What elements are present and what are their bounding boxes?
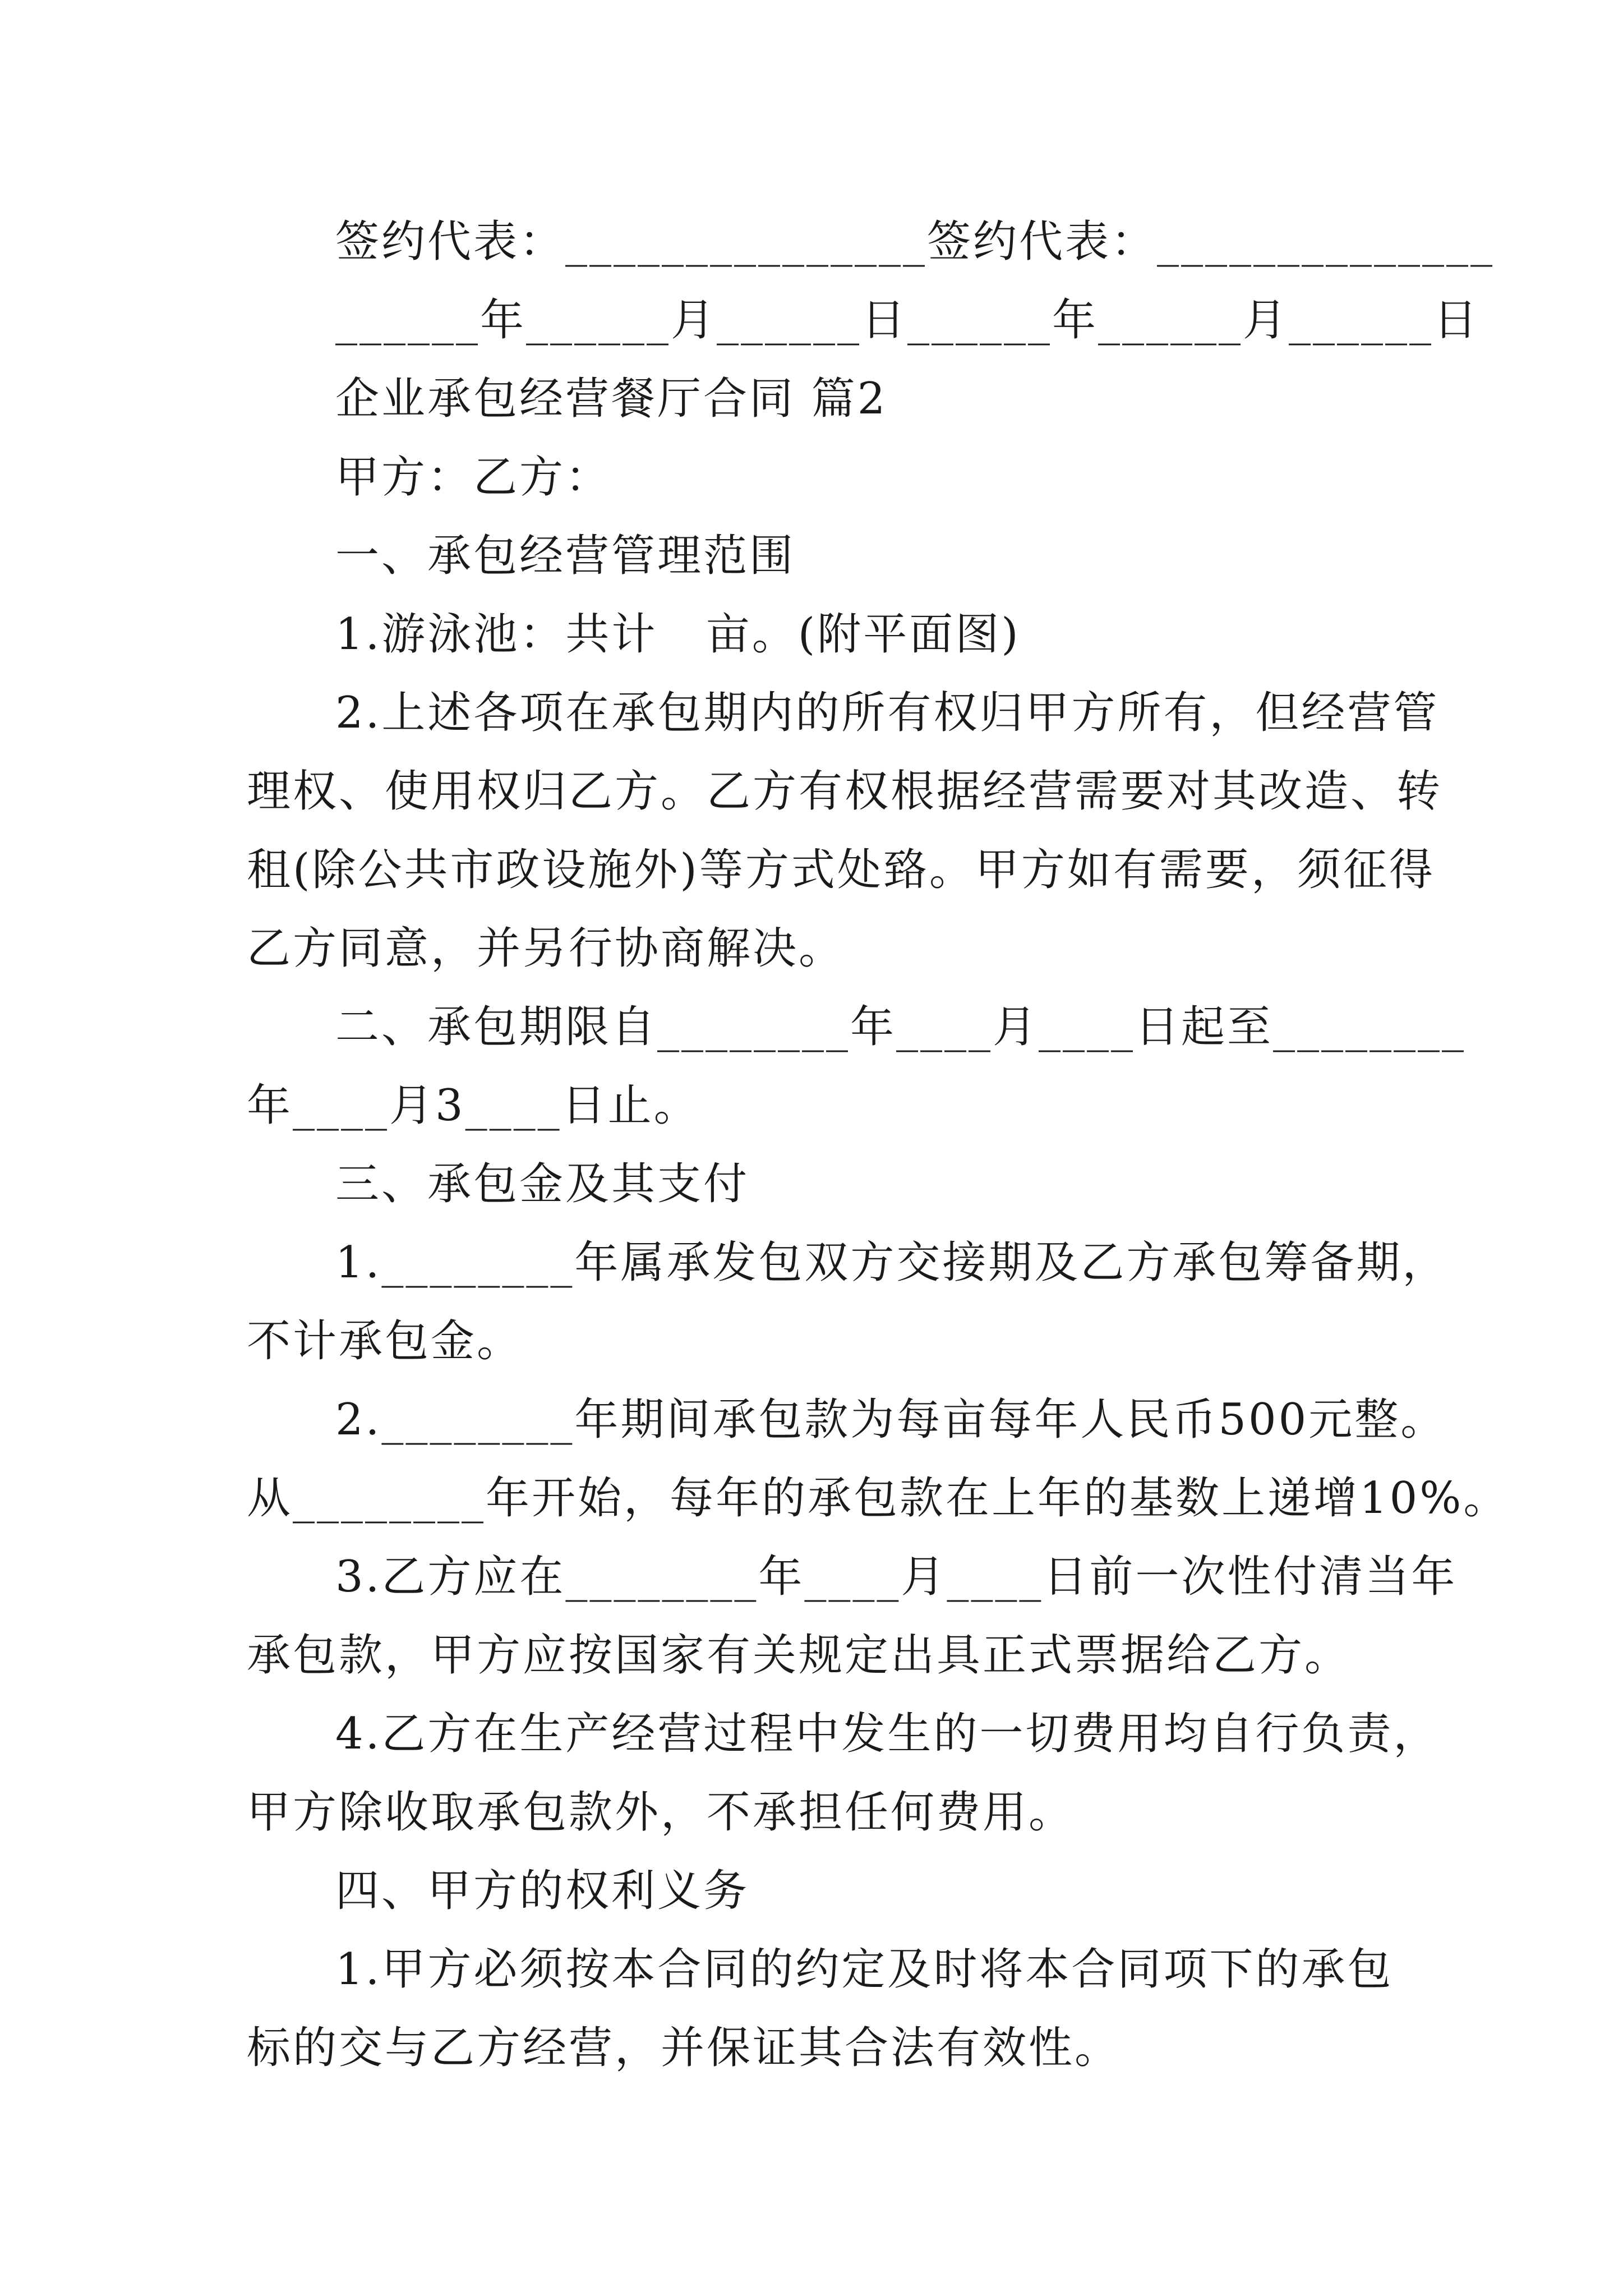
paragraph-line: 年____月3____日止。 bbox=[247, 1080, 700, 1131]
paragraph-line: 不计承包金。 bbox=[247, 1316, 523, 1366]
paragraph-line: 2.________年期间承包款为每亩每年人民币500元整。 bbox=[335, 1395, 1447, 1445]
paragraph-line: 标的交与乙方经营，并保证其合法有效性。 bbox=[247, 2023, 1121, 2073]
paragraph-line: 3.乙方应在________年____月____日前一次性付清当年 bbox=[335, 1552, 1458, 1602]
section-heading-3: 三、承包金及其支付 bbox=[335, 1159, 750, 1209]
paragraph-line: 4.乙方在生产经营过程中发生的一切费用均自行负责， bbox=[335, 1709, 1440, 1759]
parties-line: 甲方：乙方： bbox=[335, 452, 612, 503]
contract-title: 企业承包经营餐厅合同 篇2 bbox=[335, 374, 888, 424]
paragraph-line: 2.上述各项在承包期内的所有权归甲方所有，但经营管 bbox=[335, 688, 1440, 738]
paragraph-line: 租(除公共市政设施外)等方式处臵。甲方如有需要，须征得 bbox=[247, 845, 1435, 895]
paragraph-line: 1.________年属承发包双方交接期及乙方承包筹备期， bbox=[335, 1237, 1449, 1288]
date-line: ______年______月______日______年______月______日 bbox=[335, 295, 1480, 346]
paragraph-line: 1.游泳池：共计 亩。(附平面图) bbox=[335, 609, 1021, 660]
paragraph-line: 理权、使用权归乙方。乙方有权根据经营需要对其改造、转 bbox=[247, 766, 1443, 817]
signature-line: 签约代表：_______________签约代表：______________ bbox=[335, 217, 1495, 267]
paragraph-line: 1.甲方必须按本合同的约定及时将本合同项下的承包 bbox=[335, 1944, 1394, 1995]
paragraph-line: 乙方同意，并另行协商解决。 bbox=[247, 923, 845, 974]
paragraph-line: 承包款，甲方应按国家有关规定出具正式票据给乙方。 bbox=[247, 1630, 1351, 1681]
section-heading-4: 四、甲方的权利义务 bbox=[335, 1866, 750, 1916]
section-heading-1: 一、承包经营管理范围 bbox=[335, 531, 796, 581]
section-heading-2: 二、承包期限自________年____月____日起至________ bbox=[335, 1002, 1467, 1052]
paragraph-line: 甲方除收取承包款外，不承担任何费用。 bbox=[247, 1787, 1075, 1838]
paragraph-line: 从________年开始，每年的承包款在上年的基数上递增10%。 bbox=[247, 1473, 1510, 1524]
